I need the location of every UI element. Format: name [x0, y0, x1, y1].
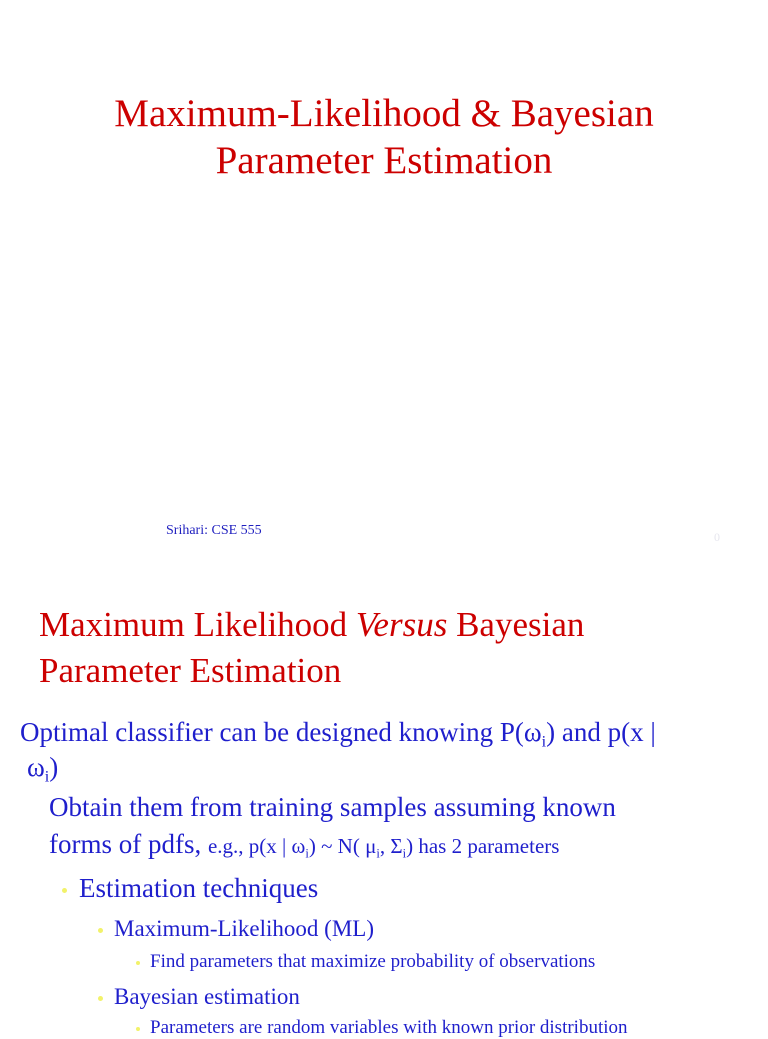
- heading-line2: Parameter Estimation: [39, 651, 342, 690]
- bullet-maximum-likelihood: [98, 916, 374, 942]
- bullet-estimation-techniques: [62, 873, 318, 904]
- slide-title-line2: Parameter Estimation: [215, 139, 553, 182]
- para2-sub2: i: [376, 846, 380, 861]
- bullet-text: Maximum-Likelihood (ML): [114, 916, 374, 941]
- bullet-dot-icon: [98, 996, 103, 1001]
- slide-title: [0, 90, 768, 184]
- bullet-text: Estimation techniques: [79, 873, 319, 903]
- slide-heading: [39, 602, 584, 694]
- content-slide: [0, 560, 768, 1038]
- para2-mid1: ) ~ N( μ: [308, 834, 377, 858]
- para2-line2-start: forms of pdfs,: [49, 829, 208, 859]
- bullet-dot-icon: [62, 888, 67, 893]
- para2-eg: e.g., p(x | ω: [207, 834, 306, 858]
- bullet-text: Bayesian estimation: [114, 984, 300, 1009]
- slide-title-line1: Maximum-Likelihood & Bayesian: [114, 92, 654, 135]
- heading-italic: Versus: [355, 605, 448, 644]
- paragraph-optimal-classifier: [20, 714, 750, 750]
- para1-sub1: i: [541, 732, 547, 751]
- heading-part2: Bayesian: [447, 605, 585, 644]
- bullet-random-variables: [136, 1017, 628, 1039]
- para2-sub3: i: [402, 846, 407, 861]
- bullet-dot-icon: [136, 961, 140, 965]
- bullet-text: Parameters are random variables with known prior distribution: [150, 1017, 628, 1038]
- bullet-dot-icon: [136, 1027, 140, 1031]
- bullet-bayesian-estimation: [98, 984, 300, 1010]
- para1-text2: ) and p(x |: [546, 717, 656, 747]
- paragraph-training-line2: [49, 829, 559, 860]
- para2-end: ) has 2 parameters: [406, 834, 560, 858]
- bullet-text: Find parameters that maximize probability of observations: [150, 951, 596, 972]
- paragraph-training-line1: Obtain them from training samples assuming known: [49, 792, 616, 822]
- para1-line2-end: ): [49, 752, 59, 782]
- bullet-find-parameters: [136, 951, 595, 973]
- slide-footer: Srihari: CSE 555: [166, 523, 262, 538]
- bullet-dot-icon: [98, 928, 103, 933]
- para1-text1: Optimal classifier can be designed knowing P(ω: [20, 717, 542, 747]
- para2-formula: [207, 834, 560, 861]
- heading-part1: Maximum Likelihood: [39, 605, 356, 644]
- paragraph-optimal-classifier-line2: [27, 752, 59, 786]
- page-number: 0: [714, 530, 720, 544]
- para1-line2-text: ω: [27, 752, 45, 782]
- para2-sub1: i: [305, 846, 309, 861]
- para1-line2-sub: i: [44, 767, 50, 786]
- para2-mid2: , Σ: [379, 834, 403, 858]
